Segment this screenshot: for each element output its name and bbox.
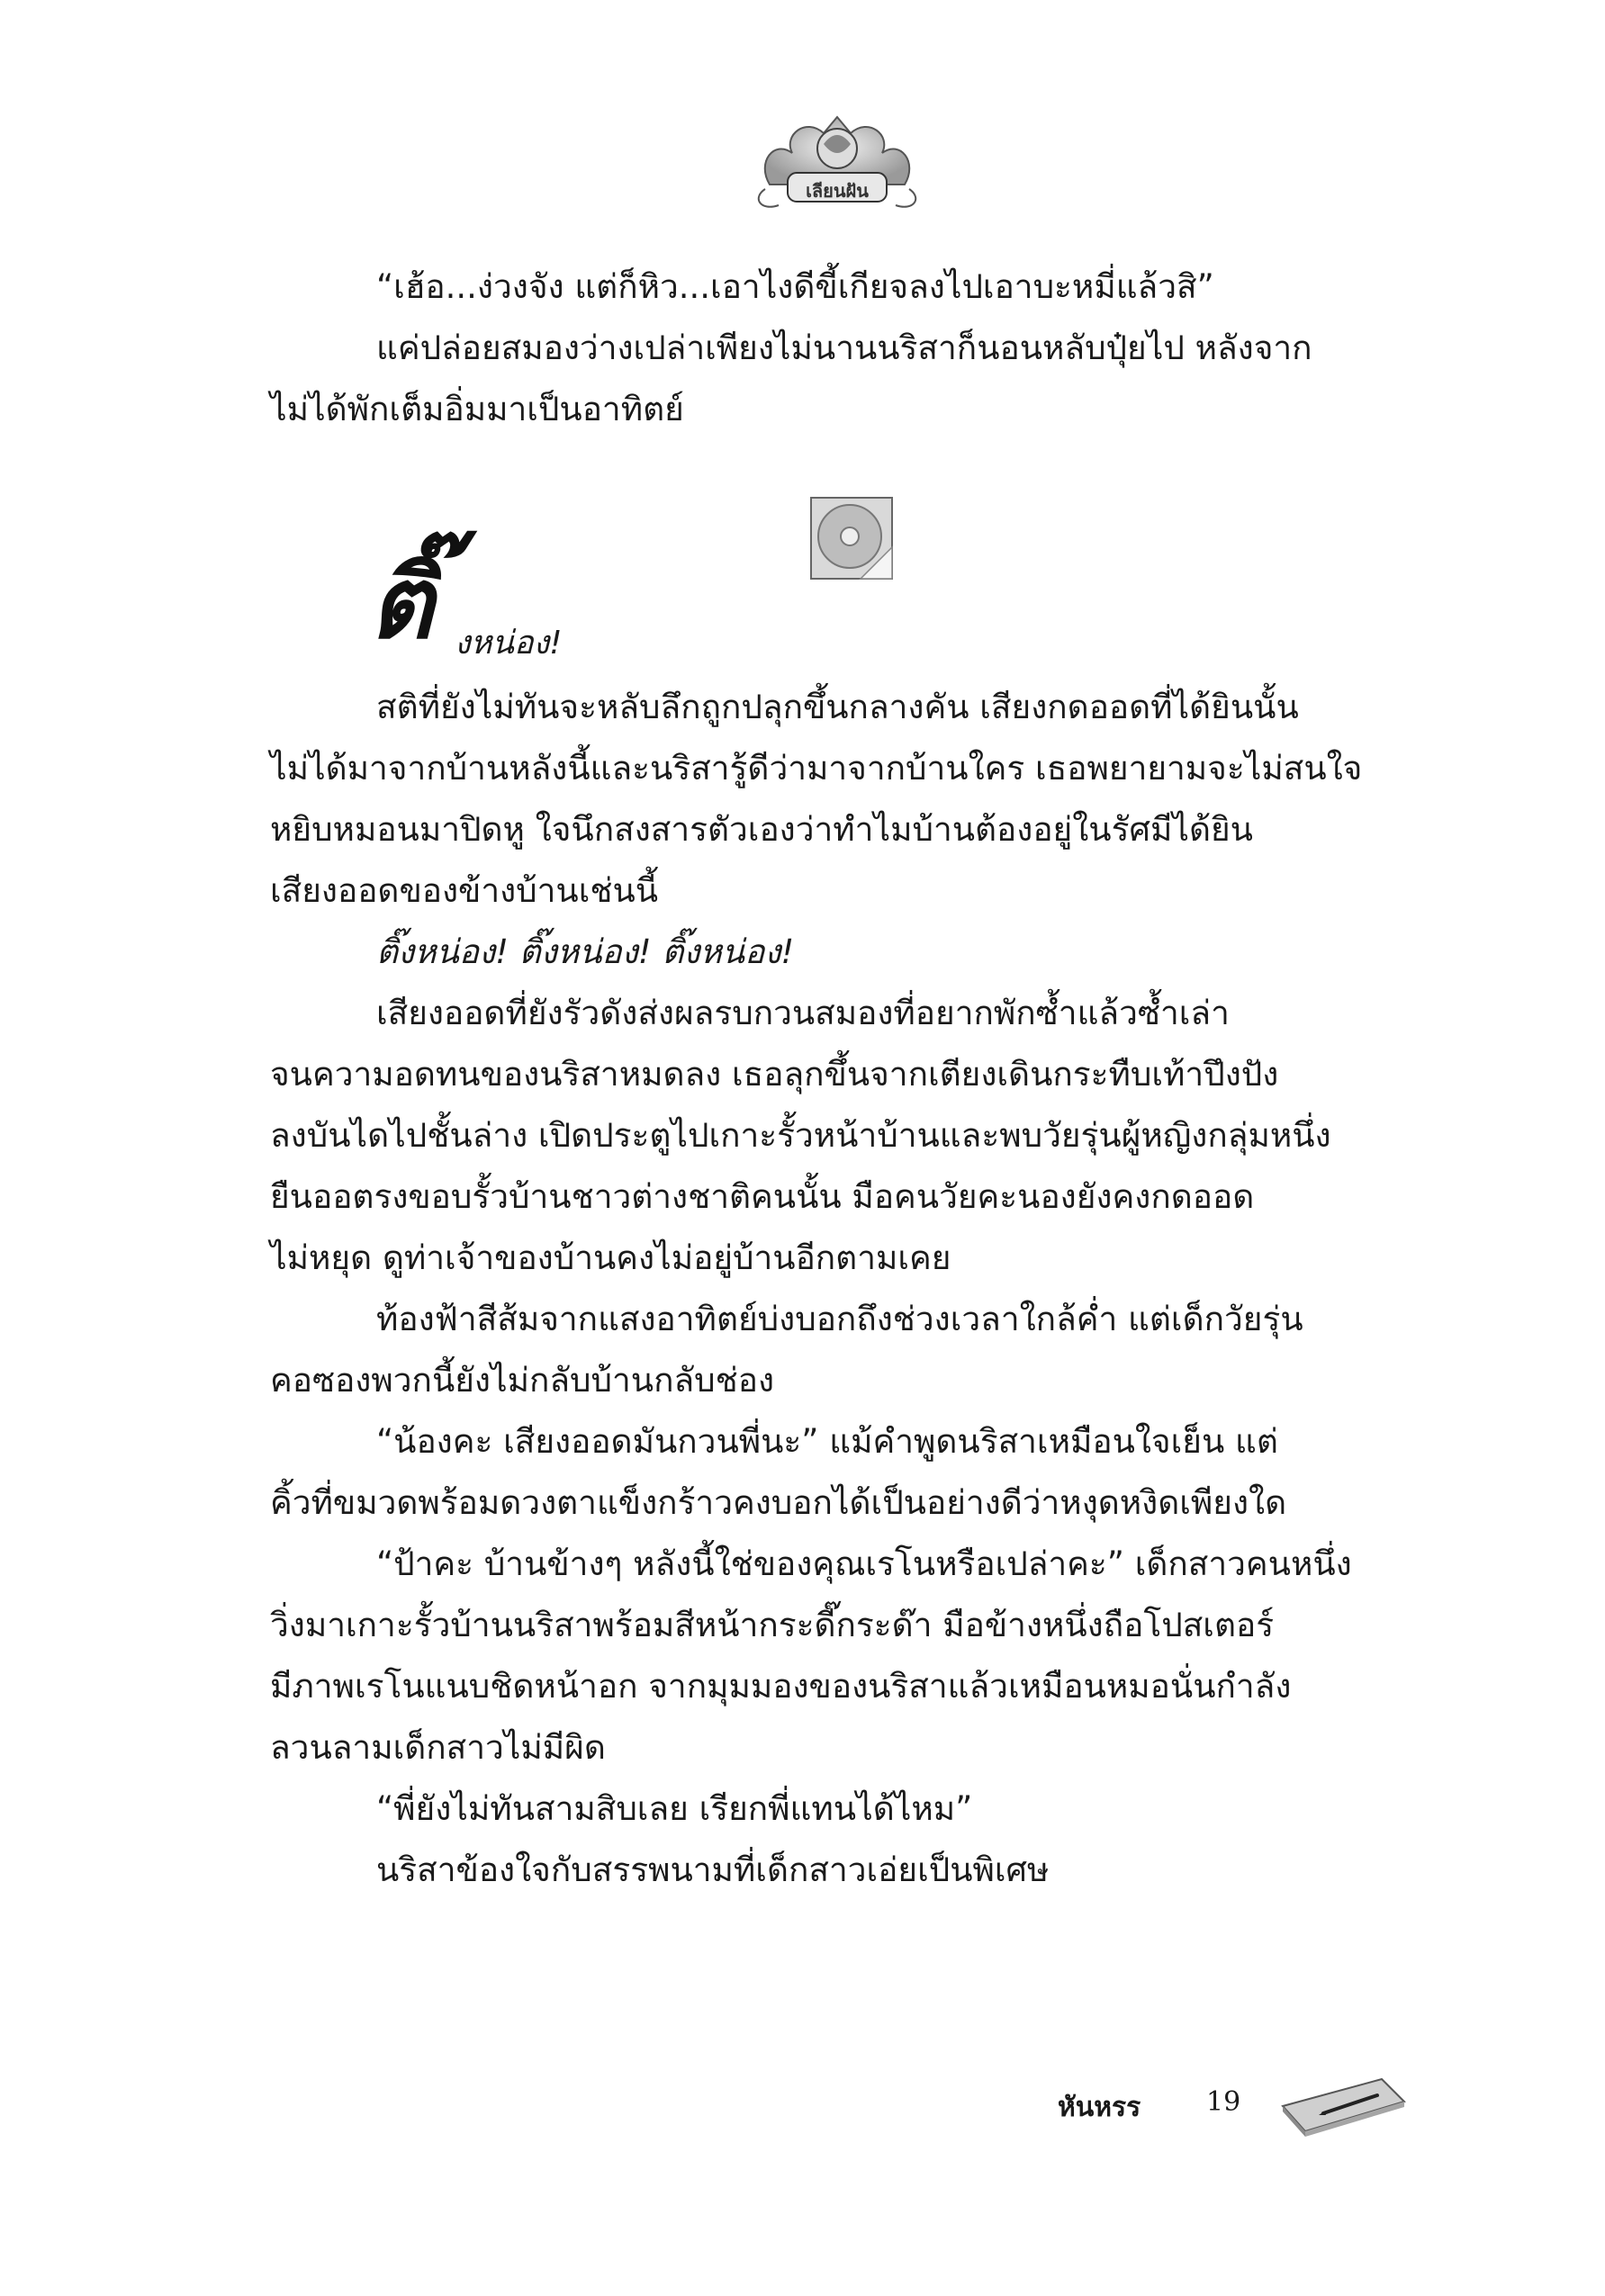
text-line: ลงบันไดไปชั้นล่าง เปิดประตูไปเกาะรั้วหน้าบ้านและพบวัยรุ่นผู้หญิงกลุ่มหนึ่ง <box>270 1116 1331 1155</box>
dropcap-letter: ติ๊ <box>369 545 434 661</box>
notepad-pen-icon <box>1274 2061 1409 2138</box>
text-line: “น้องคะ เสียงออดมันกวนพี่นะ” แม้คำพูดนริสาเหมือนใจเย็น แต่ <box>376 1422 1278 1461</box>
text-line: ไม่ได้พักเต็มอิ่มมาเป็นอาทิตย์ <box>270 390 684 428</box>
page-number: 19 <box>1206 2086 1241 2118</box>
text-line: ยืนออตรงขอบรั้วบ้านชาวต่างชาติคนนั้น มือคนวัยคะนองยังคงกดออด <box>270 1177 1255 1216</box>
paragraph <box>270 1840 1409 1901</box>
text-line: ไม่ได้มาจากบ้านหลังนี้และนริสารู้ดีว่ามาจากบ้านใคร เธอพยายามจะไม่สนใจ <box>270 749 1363 788</box>
text-line: แค่ปล่อยสมองว่างเปล่าเพียงไม่นานนริสาก็นอนหลับปุ๋ยไป หลังจาก <box>376 329 1312 367</box>
text-line: “พี่ยังไม่ทันสามสิบเลย เรียกพี่แทนได้ไหม” <box>376 1789 973 1828</box>
text-line: “ป้าคะ บ้านข้างๆ หลังนี้ใช่ของคุณเรโนหรือเปล่าคะ” เด็กสาวคนหนึ่ง <box>376 1544 1352 1583</box>
paragraph <box>270 983 1409 1289</box>
text-line: วิ่งมาเกาะรั้วบ้านนริสาพร้อมสีหน้ากระดี๊กระด๊า มือข้างหนึ่งถือโปสเตอร์ <box>270 1606 1275 1644</box>
paragraph <box>270 257 1409 318</box>
paragraph <box>270 318 1409 440</box>
text-line: เสียงออดที่ยังรัวดังส่งผลรบกวนสมองที่อยากพักซ้ำแล้วซ้ำเล่า <box>376 994 1230 1032</box>
text-line: สติที่ยังไม่ทันจะหลับลึกถูกปลุกขึ้นกลางคัน เสียงกดออดที่ได้ยินนั้น <box>376 688 1299 726</box>
text-block-main <box>270 677 1409 1901</box>
paragraph <box>270 1289 1409 1411</box>
paragraph <box>270 1778 1409 1840</box>
paragraph <box>270 922 1409 983</box>
text-block-top <box>270 257 1409 440</box>
paragraph <box>270 1411 1409 1534</box>
text-line: ไม่หยุด ดูท่าเจ้าของบ้านคงไม่อยู่บ้านอีกตามเคย <box>270 1238 951 1277</box>
paragraph <box>270 1534 1409 1778</box>
text-line: มีภาพเรโนแนบชิดหน้าอก จากมุมมองของนริสาแล้วเหมือนหมอนั่นกำลัง <box>270 1667 1292 1706</box>
text-line: คิ้วที่ขมวดพร้อมดวงตาแข็งกร้าวคงบอกได้เป็นอย่างดีว่าหงุดหงิดเพียงใด <box>270 1483 1287 1522</box>
cd-case-icon <box>807 493 897 583</box>
text-line: คอซองพวกนี้ยังไม่กลับบ้านกลับช่อง <box>270 1361 775 1400</box>
text-line: จนความอดทนของนริสาหมดลง เธอลุกขึ้นจากเตียงเดินกระทืบเท้าปึงปัง <box>270 1055 1279 1094</box>
text-line: “เฮ้อ...ง่วงจัง แต่ก็หิว...เอาไงดีขี้เกียจลงไปเอาบะหมี่แล้วสิ” <box>376 267 1214 306</box>
text-line: นริสาข้องใจกับสรรพนามที่เด็กสาวเอ่ยเป็นพิเศษ <box>376 1850 1050 1889</box>
logo-text: เลียนฝัน <box>806 180 869 202</box>
text-line: ลวนลามเด็กสาวไม่มีผิด <box>270 1728 606 1767</box>
dropcap-rest: งหน่อง! <box>455 625 563 662</box>
text-line: ท้องฟ้าสีส้มจากแสงอาทิตย์บ่งบอกถึงช่วงเวลาใกล้ค่ำ แต่เด็กวัยรุ่น <box>376 1300 1303 1338</box>
text-line: หยิบหมอนมาปิดหู ใจนึกสงสารตัวเองว่าทำไมบ้านต้องอยู่ในรัศมีได้ยิน <box>270 810 1253 849</box>
text-line: เสียงออดของข้างบ้านเช่นนี้ <box>270 871 659 910</box>
book-title: หันหรร <box>1058 2092 1141 2123</box>
paragraph <box>270 677 1409 922</box>
text-line: ติ๊งหน่อง! ติ๊งหน่อง! ติ๊งหน่อง! <box>376 932 795 971</box>
